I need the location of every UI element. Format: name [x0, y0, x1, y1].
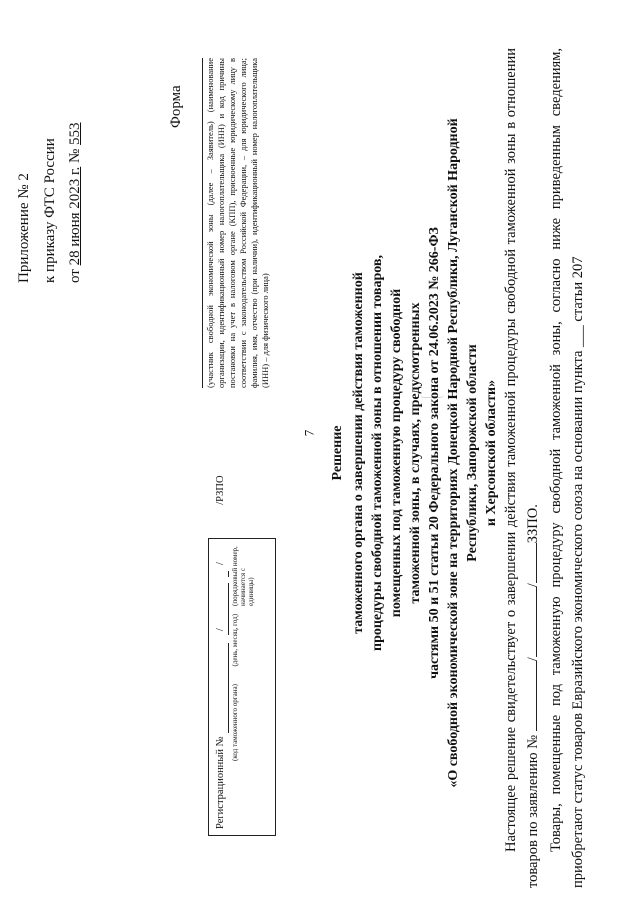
- body-paragraph-1: Настоящее решение свидетельствует о завершении действия таможенной процедуры свободной таможенной зоны в отношении товаров по заявлению № //ЗЗПО.: [503, 48, 542, 888]
- body-text: [500, 48, 590, 888]
- registration-box: [208, 475, 276, 836]
- registration-field-serial[interactable]: [228, 571, 229, 577]
- registration-field-date[interactable]: [228, 583, 229, 635]
- decision-line: и Херсонской области»: [484, 379, 500, 527]
- appendix-date-line: от 28 июня 2023 г. № 553: [67, 122, 83, 283]
- participant-hint: (участник свободной экономической зоны (далее – Заявитель) (наименование организации, идентификационный номер налогоплательщика (ИНН) и код причины постановки на учет в налоговом органе (КПП), присвоенные юридическому лицу в соответствии с законодательством Российской Федерации, – для юридического лица; фамилия, имя, отчество (при наличии), идентификационный номер налогоплательщика (ИНН) – для физического лица): [202, 58, 271, 388]
- decision-title: Решение: [330, 425, 345, 481]
- decision-heading: [328, 58, 501, 848]
- body-paragraph-2: Товары, помещенные под таможенную процедуру свободной таможенной зоны, согласно ниже приведенным сведениям, приобретают статус товаров Евразийского экономического союза на основании пункта ___ статьи 207: [547, 48, 587, 888]
- decision-line: Республики, Запорожской области: [465, 344, 481, 562]
- appendix-title: Приложение № 2: [16, 173, 32, 283]
- registration-hints: (код таможенного органа) (день, месяц, год): [231, 613, 239, 761]
- application-field-2[interactable]: [536, 587, 537, 657]
- registration-suffix: /РЗПО: [215, 475, 226, 505]
- decision-line: процедуры свободной таможенной зоны в отношении товаров,: [370, 255, 386, 651]
- page-number: 7: [301, 429, 317, 437]
- decision-line: таможенной зоны, в случаях, предусмотренных: [408, 302, 424, 604]
- registration-label: Регистрационный №: [215, 736, 226, 829]
- appendix-order: к приказу ФТС России: [41, 138, 58, 283]
- forma-label: Форма: [168, 85, 184, 128]
- registration-line: Регистрационный № / / /РЗПО: [215, 475, 226, 829]
- decision-line: помещенных под таможенную процедуру свободной: [389, 288, 405, 618]
- appendix-header: [12, 53, 89, 283]
- registration-field-customs-code[interactable]: [228, 643, 229, 733]
- appendix-date: 28 июня 2023 г.: [67, 166, 83, 266]
- decision-line: «О свободной экономической зоне на территориях Донецкой Народной Республики, Луганской Народной: [446, 118, 462, 788]
- appendix-number: 553: [67, 122, 83, 145]
- registration-hint-serial: (порядковый номер, начинается с единицы): [231, 546, 256, 606]
- decision-line: частями 50 и 51 статьи 20 Федерального закона от 24.06.2023 № 266-ФЗ: [427, 227, 443, 679]
- application-field-1[interactable]: [536, 661, 537, 731]
- decision-line: таможенного органа о завершении действия таможенной: [351, 272, 367, 634]
- application-field-3[interactable]: [536, 543, 537, 583]
